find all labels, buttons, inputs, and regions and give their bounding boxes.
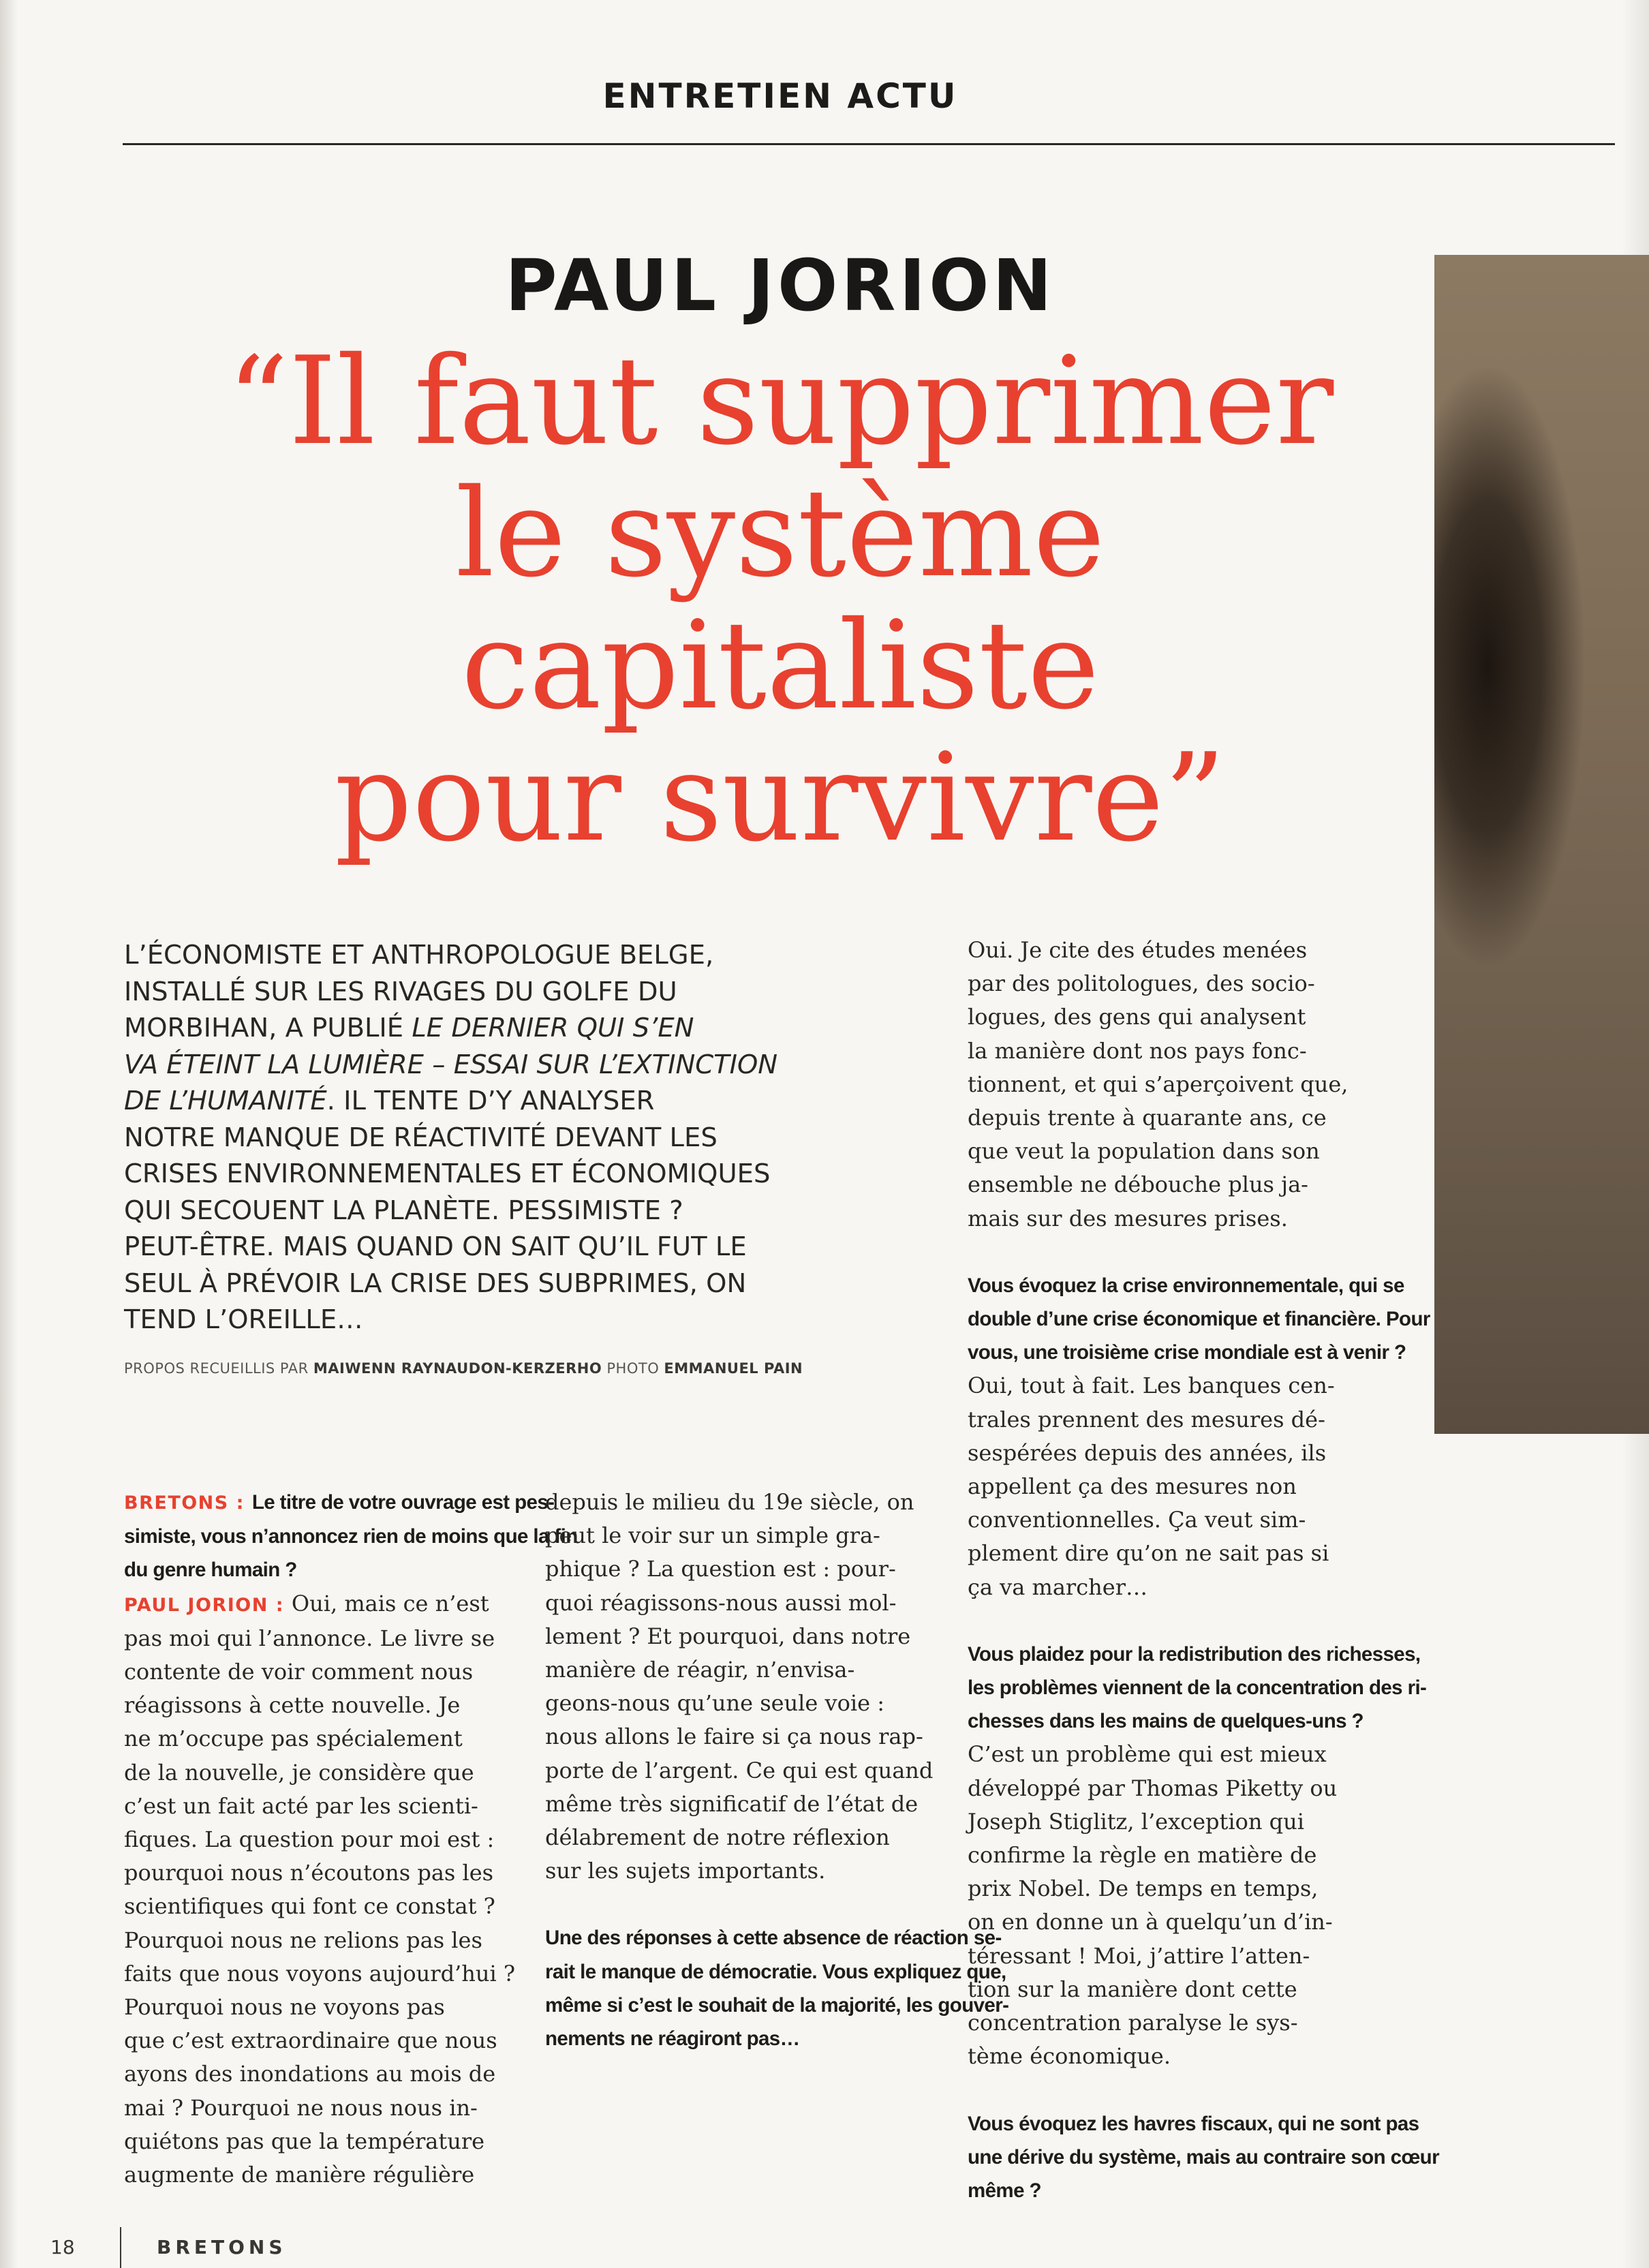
answer-line: fiques. La question pour moi est : (124, 1826, 495, 1853)
answer-line: porte de l’argent. Ce qui est quand (545, 1757, 934, 1783)
credits-line (124, 1360, 921, 1377)
question-block (545, 1921, 1009, 2055)
answer-line: pourquoi nous n’écoutons pas les (124, 1860, 494, 1886)
magazine-name: BRETONS (157, 2236, 287, 2258)
answer-line: nous allons le faire si ça nous rap- (545, 1723, 923, 1750)
answer-line: appellent ça des mesures non (968, 1473, 1297, 1500)
question-line: Une des réponses à cette absence de réaction se- (545, 1927, 1002, 1950)
headline-quote (0, 331, 1560, 868)
intro-line (124, 1083, 921, 1120)
answer-line: geons-nous qu’une seule voie : (545, 1690, 884, 1717)
answer-line: Oui, tout à fait. Les banques cen- (968, 1373, 1335, 1399)
intro-text: MORBIHAN, A PUBLIÉ (124, 1013, 412, 1043)
answer-line (124, 1587, 512, 1622)
intro-paragraph (124, 937, 921, 1338)
answer-line: ensemble ne débouche plus ja- (968, 1171, 1308, 1198)
intro-line: CRISES ENVIRONNEMENTALES ET ÉCONOMIQUES (124, 1159, 771, 1189)
answer-line: trales prennent des mesures dé- (968, 1406, 1325, 1432)
answer-line: on en donne un à quelqu’un d’in- (968, 1909, 1333, 1935)
intro-line: PEUT-ÊTRE. MAIS QUAND ON SAIT QU’IL FUT LE (124, 1231, 747, 1262)
answer-line: par des politologues, des socio- (968, 970, 1315, 997)
answer-line: prix Nobel. De temps en temps, (968, 1875, 1319, 1902)
question-line: Vous plaidez pour la redistribution des richesses, (968, 1642, 1421, 1666)
answer-block (968, 934, 1363, 1236)
book-title: DE L’HUMANITÉ (124, 1086, 327, 1116)
credits-label: PHOTO (602, 1360, 664, 1377)
answer-block (124, 1587, 515, 2192)
answer-line: depuis trente à quarante ans, ce (968, 1105, 1327, 1131)
article-column-3 (968, 934, 1439, 2207)
question-line: rait le manque de démocratie. Vous expliquez que, (545, 1960, 1006, 1983)
intro-line: L’ÉCONOMISTE ET ANTHROPOLOGUE BELGE, (124, 940, 714, 970)
headline-line: capitaliste (461, 595, 1100, 736)
answer-block (968, 1369, 1363, 1604)
paragraph-gap (545, 1888, 934, 1921)
answer-line: scientifiques qui font ce constat ? (124, 1893, 495, 1920)
intro-text: . IL TENTE D’Y ANALYSER (326, 1086, 655, 1116)
question-line (124, 1486, 555, 1520)
question-line: chesses dans les mains de quelques-uns ? (968, 1710, 1363, 1733)
header-rule (123, 143, 1615, 145)
section-label: ENTRETIEN ACTU (602, 76, 958, 116)
answer-line: sur les sujets importants. (545, 1858, 826, 1884)
answer-line: tion sur la manière dont cette (968, 1976, 1297, 2002)
answer-line: ayons des inondations au mois de (124, 2061, 496, 2087)
answer-line: Oui. Je cite des études menées (968, 937, 1308, 963)
speaker-label: BRETONS : (124, 1492, 252, 1514)
intro-line (124, 1010, 921, 1047)
answer-line: phique ? La question est : pour- (545, 1556, 896, 1582)
credits-photographer: EMMANUEL PAIN (664, 1360, 803, 1377)
question-line: du genre humain ? (124, 1559, 297, 1582)
answer-line: Pourquoi nous ne voyons pas (124, 1994, 445, 2021)
intro-line: TEND L’OREILLE… (124, 1304, 363, 1335)
paragraph-gap (968, 1236, 1363, 1269)
answer-line: depuis le milieu du 19e siècle, on (545, 1489, 914, 1515)
answer-line: C’est un problème qui est mieux (968, 1741, 1327, 1768)
question-line: même si c’est le souhait de la majorité, les gouver- (545, 1993, 1009, 2017)
question-block (968, 1638, 1427, 1738)
question-line: nements ne réagiront pas… (545, 2027, 800, 2051)
answer-line: réagissons à cette nouvelle. Je (124, 1692, 461, 1719)
headline-line: le système (455, 463, 1105, 604)
headline-line: pour survivre” (335, 727, 1226, 868)
question-text: Le titre de votre ouvrage est pes- (251, 1491, 555, 1514)
answer-line: mai ? Pourquoi ne nous nous in- (124, 2094, 478, 2121)
answer-line: sespérées depuis des années, ils (968, 1439, 1327, 1466)
answer-line: même très significatif de l’état de (545, 1790, 919, 1817)
intro-line: NOTRE MANQUE DE RÉACTIVITÉ DEVANT LES (124, 1122, 718, 1153)
answer-line: développé par Thomas Piketty ou (968, 1775, 1338, 1801)
footer-divider (120, 2227, 121, 2268)
answer-line: augmente de manière régulière (124, 2162, 475, 2188)
answer-line: c’est un fait acté par les scienti- (124, 1792, 478, 1819)
intro-line: SEUL À PRÉVOIR LA CRISE DES SUBPRIMES, ON (124, 1268, 747, 1299)
answer-line: conventionnelles. Ça veut sim- (968, 1507, 1306, 1533)
question-block (968, 1269, 1430, 1370)
answer-line: ça va marcher… (968, 1574, 1147, 1600)
answer-line: de la nouvelle, je considère que (124, 1759, 474, 1786)
book-title: VA ÉTEINT LA LUMIÈRE – ESSAI SUR L’EXTINCTION (124, 1049, 778, 1080)
answer-line: que c’est extraordinaire que nous (124, 2027, 497, 2054)
answer-line: faits que nous voyons aujourd’hui ? (124, 1960, 515, 1987)
answer-text: Oui, mais ce n’est (291, 1590, 489, 1616)
question-block (968, 2107, 1439, 2208)
answer-line: Pourquoi nous ne relions pas les (124, 1927, 482, 1953)
article-column-1 (124, 1486, 578, 2192)
question-line: double d’une crise économique et financière. Pour (968, 1308, 1430, 1331)
answer-line: ne m’occupe pas spécialement (124, 1726, 463, 1752)
intro-line: QUI SECOUENT LA PLANÈTE. PESSIMISTE ? (124, 1195, 683, 1226)
question-line: vous, une troisième crise mondiale est à venir ? (968, 1341, 1406, 1364)
answer-line: délabrement de notre réflexion (545, 1824, 890, 1851)
question-line: Vous évoquez la crise environnementale, qui se (968, 1274, 1404, 1297)
book-title: LE DERNIER QUI S’EN (412, 1013, 694, 1043)
answer-line: tionnent, et qui s’aperçoivent que, (968, 1071, 1349, 1097)
answer-line: quiétons pas que la température (124, 2128, 485, 2154)
answer-line: pas moi qui l’annonce. Le livre se (124, 1625, 495, 1651)
credits-author: MAIWENN RAYNAUDON-KERZERHO (313, 1360, 602, 1377)
question-block (124, 1486, 578, 1587)
question-line: même ? (968, 2179, 1041, 2202)
answer-line: téressant ! Moi, j’attire l’atten- (968, 1942, 1310, 1969)
interviewee-name: PAUL JORION (505, 244, 1055, 327)
page-number: 18 (50, 2236, 75, 2258)
question-line: une dérive du système, mais au contraire son cœur (968, 2145, 1439, 2169)
answer-line: lement ? Et pourquoi, dans notre (545, 1623, 911, 1649)
answer-line: concentration paralyse le sys- (968, 2010, 1298, 2036)
speaker-label: PAUL JORION : (124, 1594, 292, 1616)
answer-line: Joseph Stiglitz, l’exception qui (968, 1808, 1304, 1835)
headline-line: “Il faut supprimer (226, 331, 1334, 472)
answer-line: la manière dont nos pays fonc- (968, 1037, 1307, 1064)
answer-line: contente de voir comment nous (124, 1659, 474, 1685)
answer-line: plement dire qu’on ne sait pas si (968, 1540, 1329, 1567)
paragraph-gap (968, 2074, 1363, 2107)
answer-line: tème économique. (968, 2043, 1171, 2070)
intro-line: INSTALLÉ SUR LES RIVAGES DU GOLFE DU (124, 976, 677, 1007)
answer-block (968, 1738, 1363, 2073)
answer-block (545, 1486, 934, 1888)
answer-line: mais sur des mesures prises. (968, 1205, 1288, 1231)
answer-line: quoi réagissons-nous aussi mol- (545, 1589, 897, 1616)
answer-line: peut le voir sur un simple gra- (545, 1522, 880, 1549)
answer-line: confirme la règle en matière de (968, 1842, 1317, 1869)
question-line: Vous évoquez les havres fiscaux, qui ne sont pas (968, 2112, 1419, 2135)
answer-line: que veut la population dans son (968, 1138, 1320, 1165)
answer-line: manière de réagir, n’envisa- (545, 1657, 855, 1683)
question-line: les problèmes viennent de la concentration des ri- (968, 1676, 1427, 1700)
article-column-2 (545, 1486, 1009, 2055)
answer-line: logues, des gens qui analysent (968, 1004, 1306, 1030)
credits-label: PROPOS RECUEILLIS PAR (124, 1360, 313, 1377)
paragraph-gap (968, 1604, 1363, 1638)
question-line: simiste, vous n’annoncez rien de moins que la fin (124, 1525, 578, 1548)
